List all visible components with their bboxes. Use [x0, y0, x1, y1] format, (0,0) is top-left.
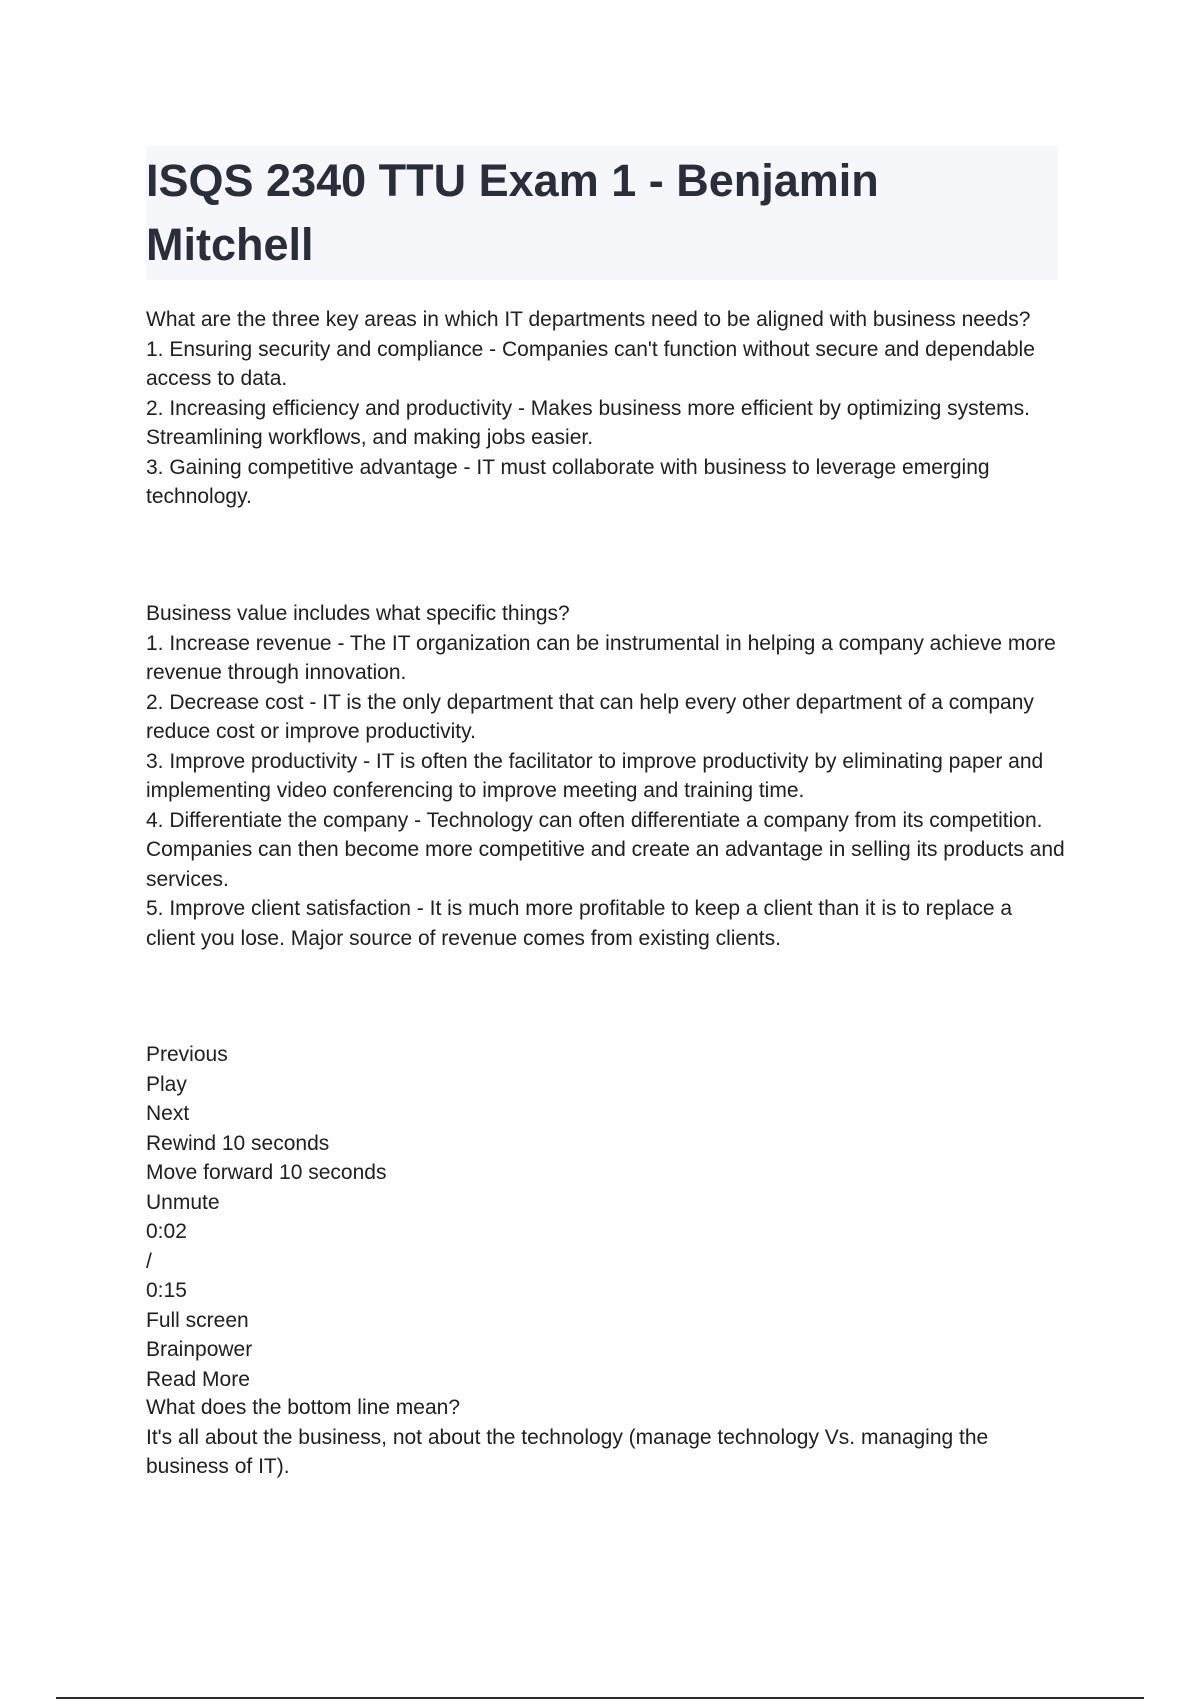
flashcard-1 — [146, 305, 1066, 512]
flashcard-3 — [146, 1393, 1066, 1482]
answer-line: 2. Increasing efficiency and productivity - Makes business more efficient by optimizing systems. Streamlining workflows, and making jobs easier. — [146, 396, 1030, 449]
answer-line: 3. Improve productivity - IT is often the facilitator to improve productivity by eliminating paper and implementing video conferencing to improve meeting and training time. — [146, 749, 1044, 802]
answer-line: 2. Decrease cost - IT is the only department that can help every other department of a company reduce cost or improve productivity. — [146, 690, 1034, 743]
rewind-button[interactable]: Rewind 10 seconds — [146, 1131, 330, 1155]
play-button[interactable]: Play — [146, 1072, 187, 1096]
read-more-link[interactable]: Read More — [146, 1367, 250, 1391]
answer-line: 5. Improve client satisfaction - It is much more profitable to keep a client than it is to replace a client you lose. Major source of revenue comes from existing clients. — [146, 897, 1013, 950]
unmute-button[interactable]: Unmute — [146, 1190, 220, 1214]
previous-button[interactable]: Previous — [146, 1043, 228, 1066]
brand-label[interactable]: Brainpower — [146, 1338, 253, 1361]
page-bottom-divider — [56, 1697, 1144, 1699]
current-time: 0:02 — [146, 1220, 187, 1243]
time-separator: / — [146, 1249, 152, 1273]
answer-line: It's all about the business, not about the technology (manage technology Vs. managing the business of IT). — [146, 1425, 989, 1478]
answer-line: 1. Increase revenue - The IT organization can be instrumental in helping a company achieve more revenue through innovation. — [146, 631, 1056, 684]
page-title: ISQS 2340 TTU Exam 1 - Benjamin Mitchell — [146, 155, 879, 270]
forward-button[interactable]: Move forward 10 seconds — [146, 1161, 387, 1184]
flashcard-2 — [146, 599, 1066, 953]
question-text: Business value includes what specific things? — [146, 602, 570, 625]
answer-line: 1. Ensuring security and compliance - Companies can't function without secure and dependable access to data. — [146, 337, 1035, 390]
fullscreen-button[interactable]: Full screen — [146, 1308, 249, 1332]
title-banner — [146, 146, 1058, 280]
question-text: What does the bottom line mean? — [146, 1396, 461, 1419]
answer-line: 4. Differentiate the company - Technology can often differentiate a company from its competition. Companies can then become more competitive and create an advantage in selling its products and services. — [146, 808, 1065, 891]
duration: 0:15 — [146, 1279, 187, 1302]
media-player-controls — [146, 1040, 1066, 1394]
next-button[interactable]: Next — [146, 1102, 190, 1125]
question-text: What are the three key areas in which IT departments need to be aligned with business needs? — [146, 308, 1031, 331]
answer-line: 3. Gaining competitive advantage - IT must collaborate with business to leverage emerging technology. — [146, 455, 990, 508]
